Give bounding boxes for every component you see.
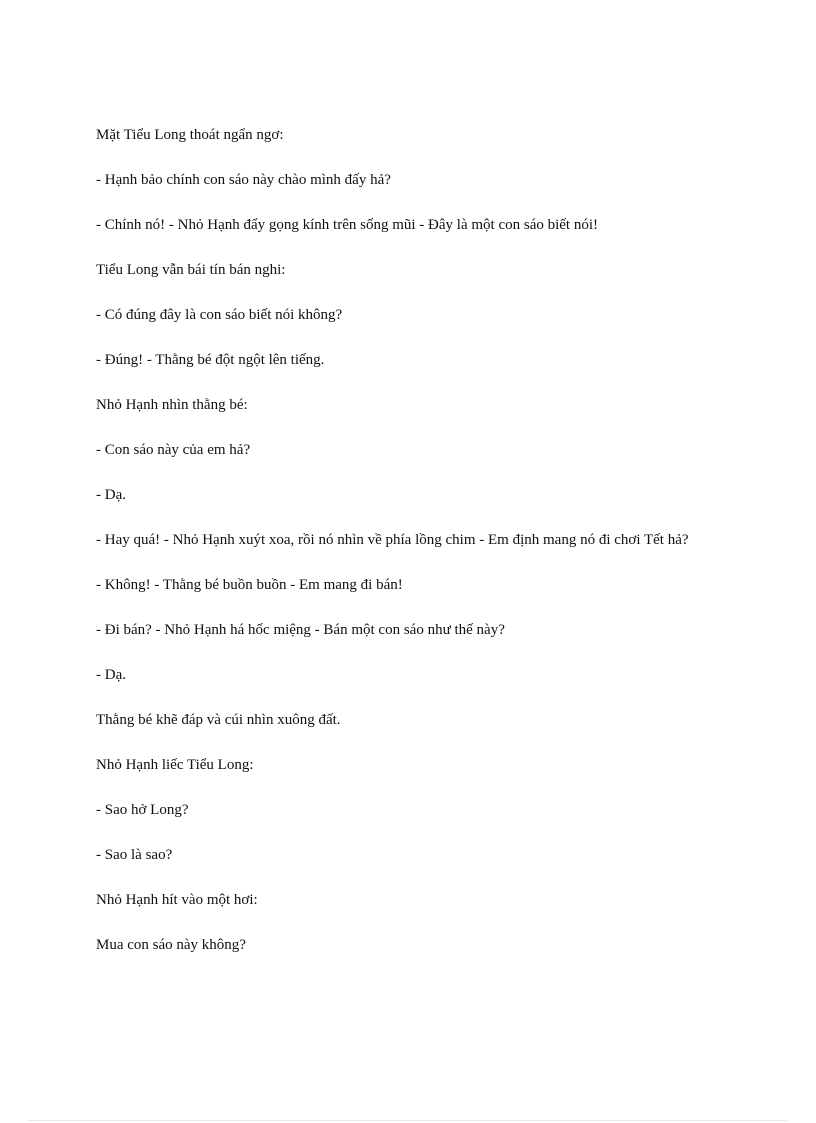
paragraph: Nhỏ Hạnh nhìn thằng bé: xyxy=(96,397,248,413)
document-body xyxy=(96,124,706,979)
paragraph: Nhỏ Hạnh liếc Tiểu Long: xyxy=(96,757,254,773)
paragraph: Mua con sáo này không? xyxy=(96,937,246,953)
paragraph: - Chính nó! - Nhỏ Hạnh đẩy gọng kính trên sống mũi - Đây là một con sáo biết nói! xyxy=(96,217,599,233)
paragraph: - Đi bán? - Nhỏ Hạnh há hốc miệng - Bán một con sáo như thế này? xyxy=(96,622,505,638)
paragraph: - Sao là sao? xyxy=(96,847,173,863)
paragraph: Thằng bé khẽ đáp và cúi nhìn xuông đất. xyxy=(96,712,341,728)
paragraph: - Con sáo này của em hả? xyxy=(96,442,251,458)
page-bottom-divider xyxy=(28,1120,788,1121)
paragraph: - Hay quá! - Nhỏ Hạnh xuýt xoa, rồi nó nhìn về phía lồng chim - Em định mang nó đi chơi Tết hả? xyxy=(96,532,689,548)
paragraph: Mặt Tiểu Long thoát ngẩn ngơ: xyxy=(96,127,284,143)
paragraph: - Hạnh bảo chính con sáo này chào mình đấy hả? xyxy=(96,172,391,188)
paragraph: Nhỏ Hạnh hít vào một hơi: xyxy=(96,892,258,908)
paragraph: - Sao hở Long? xyxy=(96,802,189,818)
paragraph: - Đúng! - Thằng bé đột ngột lên tiếng. xyxy=(96,352,325,368)
paragraph: - Có đúng đây là con sáo biết nói không? xyxy=(96,307,343,323)
paragraph: - Dạ. xyxy=(96,667,126,683)
paragraph: - Không! - Thằng bé buồn buồn - Em mang đi bán! xyxy=(96,577,403,593)
paragraph: Tiểu Long vẫn bái tín bán nghi: xyxy=(96,262,286,278)
paragraph: - Dạ. xyxy=(96,487,126,503)
